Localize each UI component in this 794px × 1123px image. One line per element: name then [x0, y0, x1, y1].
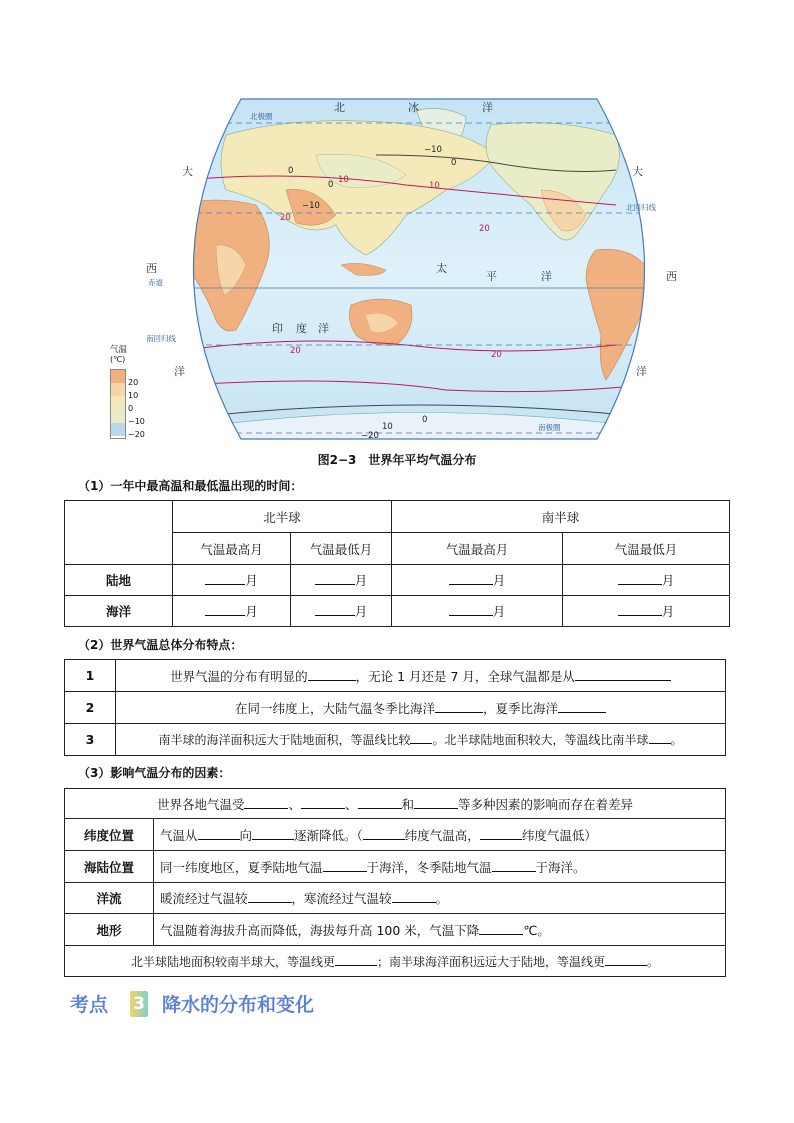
blank[interactable]	[244, 796, 288, 809]
iso-20a: 20	[280, 213, 291, 223]
iso-m20s: −20	[361, 431, 379, 441]
legend-tick-5: −20	[128, 430, 145, 439]
feature-text-3	[116, 724, 726, 756]
label-du: 度	[296, 322, 307, 335]
month-unit: 月	[661, 573, 675, 588]
label-da2: 大	[632, 165, 643, 178]
t: 。	[435, 891, 449, 906]
factors-table	[64, 788, 726, 977]
label-bhgx: 北回归线	[626, 203, 656, 212]
iso-20b: 20	[479, 224, 490, 234]
month-unit: 月	[245, 573, 258, 588]
label-da1: 大	[182, 165, 193, 178]
iso-0s: 0	[422, 415, 428, 425]
sum-c: 。	[647, 954, 660, 969]
legend-swatch-2	[111, 383, 125, 396]
blank[interactable]	[410, 731, 432, 744]
label-tai: 太	[436, 262, 447, 275]
feature-1b: ，无论 1 月还是 7 月，全球气温都是从	[355, 668, 575, 684]
iso-0a: 0	[451, 158, 457, 168]
t: 于海洋，冬季陆地气温	[366, 859, 492, 875]
iso-20c: 20	[290, 346, 301, 356]
features-table	[64, 659, 726, 756]
cell-sea-1	[173, 596, 291, 627]
map-svg	[146, 95, 692, 443]
blank[interactable]	[392, 890, 436, 903]
blank[interactable]	[358, 796, 402, 809]
legend-unit-text: (℃)	[110, 355, 126, 364]
blank[interactable]	[363, 827, 405, 840]
month-unit: 月	[354, 604, 368, 619]
blank[interactable]	[414, 796, 458, 809]
sep: 、	[344, 796, 358, 812]
factor-landsea: 海陆位置	[65, 851, 154, 883]
feature-num-2: 2	[65, 692, 116, 724]
iso-20d: 20	[491, 350, 502, 360]
blank[interactable]	[323, 859, 367, 872]
label-yin: 印	[272, 322, 283, 335]
month-table	[64, 500, 730, 627]
blank[interactable]	[492, 859, 536, 872]
legend-title-text: 气温	[110, 345, 128, 355]
legend-swatch-4	[111, 409, 125, 423]
blank[interactable]	[435, 700, 483, 713]
blank[interactable]	[649, 731, 671, 744]
iso-10a: 10	[338, 175, 349, 185]
iso-10b: 10	[429, 181, 440, 191]
blank[interactable]	[618, 603, 662, 616]
t: 气温从	[160, 827, 198, 843]
blank[interactable]	[315, 603, 355, 616]
feature-2b: ，夏季比海洋	[483, 700, 559, 716]
feature-2a: 在同一纬度上，大陆气温冬季比海洋	[234, 700, 435, 716]
t: 纬度气温高，	[404, 827, 480, 843]
t: 同一纬度地区，夏季陆地气温	[160, 859, 323, 875]
blank[interactable]	[618, 572, 662, 585]
kaodian-label: 考点	[70, 994, 109, 1016]
blank[interactable]	[252, 827, 294, 840]
month-unit: 月	[492, 604, 506, 619]
factors-summary	[65, 946, 726, 977]
feature-3b: 。北半球陆地面积较大，等温线比南半球	[432, 733, 649, 747]
sub-header-2: 气温最低月	[291, 533, 392, 565]
t: ℃。	[523, 922, 550, 938]
factor-landsea-text	[154, 851, 726, 883]
intro-a: 世界各地气温受	[156, 796, 245, 812]
section1-title: （1）一年中最高温和最低温出现的时间：	[78, 479, 303, 493]
corner-cell	[65, 501, 173, 565]
blank[interactable]	[308, 668, 356, 681]
feature-text-1	[116, 660, 726, 692]
blank[interactable]	[315, 572, 355, 585]
blank[interactable]	[605, 953, 647, 966]
cell-land-4	[563, 565, 730, 596]
label-yang1: 洋	[482, 101, 493, 114]
label-yang3: 洋	[318, 322, 329, 335]
map-caption: 图2−3 世界年平均气温分布	[317, 453, 477, 467]
t: 纬度气温低）	[521, 827, 597, 843]
cell-sea-3	[392, 596, 563, 627]
factor-terrain: 地形	[65, 914, 154, 946]
feature-num-3: 3	[65, 724, 116, 756]
label-bing: 冰	[408, 101, 419, 114]
blank[interactable]	[479, 922, 523, 935]
label-chidao: 赤道	[148, 278, 163, 287]
blank[interactable]	[301, 796, 345, 809]
blank[interactable]	[558, 700, 606, 713]
factor-latitude-text	[154, 819, 726, 851]
blank[interactable]	[480, 827, 522, 840]
sep: 、	[288, 796, 301, 812]
sub-header-4: 气温最低月	[563, 533, 730, 565]
factors-intro	[65, 789, 726, 819]
sub-header-3: 气温最高月	[392, 533, 563, 565]
label-nhgx: 南回归线	[146, 334, 176, 343]
sum-a: 北半球陆地面积较南半球大，等温线更	[130, 954, 335, 969]
south-header: 南半球	[392, 501, 730, 533]
blank[interactable]	[449, 603, 493, 616]
section3-title: （3）影响气温分布的因素：	[78, 766, 231, 780]
month-unit: 月	[661, 604, 675, 619]
month-unit: 月	[245, 604, 258, 619]
factor-terrain-text	[154, 914, 726, 946]
legend-swatch-3	[111, 396, 125, 409]
feature-3c: 。	[670, 733, 683, 747]
cell-land-1	[173, 565, 291, 596]
t: 逐渐降低。（	[294, 827, 363, 843]
month-unit: 月	[354, 573, 368, 588]
iso-10s: 10	[382, 422, 393, 432]
label-north: 北	[334, 101, 345, 114]
legend-tick-2: 10	[128, 391, 139, 400]
factor-current-text	[154, 883, 726, 914]
feature-3a: 南半球的海洋面积远大于陆地面积，等温线比较	[158, 733, 411, 747]
blank[interactable]	[205, 603, 245, 616]
label-ping: 平	[486, 270, 497, 283]
blank[interactable]	[205, 572, 245, 585]
label-xi2: 西	[666, 270, 677, 283]
kaodian-number-badge: 3	[130, 991, 148, 1017]
factor-current: 洋流	[65, 883, 154, 914]
legend-tick-3: 0	[128, 404, 134, 413]
legend-tick-4: −10	[128, 417, 145, 426]
kaodian-title: 降水的分布和变化	[162, 994, 315, 1016]
row-land: 陆地	[65, 565, 173, 596]
label-yang4: 洋	[174, 365, 185, 378]
blank[interactable]	[575, 668, 671, 681]
label-xi1: 西	[146, 262, 157, 275]
legend-swatch-1	[111, 370, 125, 383]
t: 于海洋。	[535, 859, 586, 875]
iso-m10a: −10	[424, 145, 442, 155]
legend-box	[110, 345, 150, 445]
iso-0b: 0	[288, 166, 294, 176]
month-unit: 月	[492, 573, 506, 588]
cell-land-2	[291, 565, 392, 596]
sub-header-1: 气温最高月	[173, 533, 291, 565]
t: ，寒流经过气温较	[291, 891, 392, 906]
world-temperature-map	[146, 95, 692, 443]
t: 暖流经过气温较	[160, 891, 248, 906]
feature-text-2	[116, 692, 726, 724]
cell-sea-2	[291, 596, 392, 627]
section2-title: （2）世界气温总体分布特点：	[78, 638, 243, 652]
and: 和	[401, 796, 415, 812]
blank[interactable]	[198, 827, 240, 840]
cell-sea-4	[563, 596, 730, 627]
label-njq: 南极圈	[538, 423, 561, 432]
label-bjq: 北极圈	[250, 112, 273, 121]
north-header: 北半球	[173, 501, 392, 533]
factor-latitude: 纬度位置	[65, 819, 154, 851]
label-yang2: 洋	[541, 270, 552, 283]
intro-b: 等多种因素的影响而存在着差异	[458, 796, 634, 812]
blank[interactable]	[248, 890, 292, 903]
sum-b: ；南半球海洋面积远远大于陆地，等温线更	[376, 954, 605, 969]
feature-num-1: 1	[65, 660, 116, 692]
legend-swatch-5	[111, 423, 125, 436]
blank[interactable]	[449, 572, 493, 585]
legend-tick-1: 20	[128, 378, 139, 387]
feature-1a: 世界气温的分布有明显的	[170, 668, 308, 684]
row-sea: 海洋	[65, 596, 173, 627]
t: 气温随着海拔升高而降低，海拔每升高 100 米，气温下降	[160, 922, 480, 938]
label-yang5: 洋	[636, 365, 647, 378]
t: 向	[239, 827, 253, 843]
iso-m10b: −10	[302, 201, 320, 211]
blank[interactable]	[335, 953, 377, 966]
iso-0c: 0	[328, 180, 334, 190]
cell-land-3	[392, 565, 563, 596]
